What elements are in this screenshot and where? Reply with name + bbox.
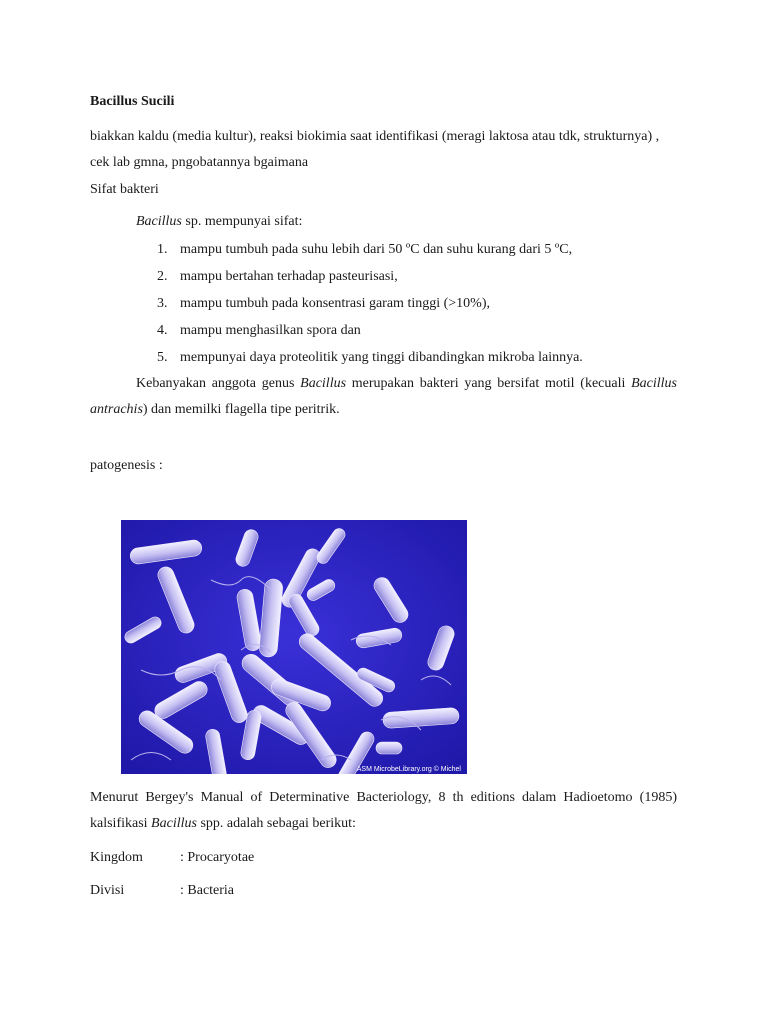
list-text: mampu tumbuh pada konsentrasi garam tinggi (>10%), xyxy=(180,296,490,311)
list-number: 2. xyxy=(157,269,168,284)
list-text: mampu bertahan terhadap pasteurisasi, xyxy=(180,269,398,284)
list-number: 3. xyxy=(157,296,168,311)
list-item xyxy=(90,236,677,263)
text-run: merupakan bakteri yang bersifat motil (kecuali xyxy=(346,376,632,391)
list-number: 1. xyxy=(157,242,168,257)
species-italic: Bacillus antrachis xyxy=(90,376,677,417)
text-run: spp. adalah sebagai berikut: xyxy=(196,816,356,831)
list-item xyxy=(90,344,677,371)
taxonomy-row-kingdom xyxy=(90,845,254,871)
text-run: ) dan memilki flagella tipe peritrik. xyxy=(142,402,340,417)
list-number: 4. xyxy=(157,323,168,338)
genus-italic: Bacillus xyxy=(151,816,197,831)
sifat-lead-text: sp. mempunyai sifat: xyxy=(181,214,303,229)
bergey-paragraph xyxy=(90,785,677,837)
image-watermark: ASM MicrobeLibrary.org © Michel xyxy=(356,766,461,773)
taxonomy-key: Divisi xyxy=(90,883,125,898)
text-run: Menurut Bergey's Manual of Determinative Bacteriology, 8 th editions dalam Hadioetomo (1985) kalsifikasi xyxy=(90,790,677,831)
bacillus-micrograph-image xyxy=(121,520,467,774)
genus-italic: Bacillus xyxy=(136,214,182,229)
taxonomy-row-divisi xyxy=(90,878,234,904)
motility-paragraph xyxy=(90,371,677,423)
genus-italic: Bacillus xyxy=(300,376,347,391)
bacillus-cell xyxy=(376,742,402,754)
list-text: mampu menghasilkan spora dan xyxy=(180,323,361,338)
section-heading-sifat: Sifat bakteri xyxy=(90,182,159,197)
list-item xyxy=(90,317,677,344)
document-title: Bacillus Sucili xyxy=(90,94,175,109)
patogenesis-heading: patogenesis : xyxy=(90,458,163,473)
text-run: Kebanyakan anggota genus xyxy=(136,376,301,391)
list-text: mempunyai daya proteolitik yang tinggi dibandingkan mikroba lainnya. xyxy=(180,350,583,365)
taxonomy-value: : Bacteria xyxy=(180,883,235,898)
list-number: 5. xyxy=(157,350,168,365)
intro-paragraph: biakkan kaldu (media kultur), reaksi biokimia saat identifikasi (meragi laktosa atau tdk, strukturnya) , cek lab gmna, pngobatannya bgaimana xyxy=(90,129,660,170)
list-text: mampu tumbuh pada suhu lebih dari 50 ºC dan suhu kurang dari 5 ºC, xyxy=(180,242,573,257)
taxonomy-value: : Procaryotae xyxy=(180,850,255,865)
taxonomy-key: Kingdom xyxy=(90,850,143,865)
sifat-list xyxy=(90,236,677,371)
sifat-lead-paragraph xyxy=(90,209,677,235)
list-item xyxy=(90,290,677,317)
list-item xyxy=(90,263,677,290)
micrograph-svg xyxy=(121,520,467,774)
